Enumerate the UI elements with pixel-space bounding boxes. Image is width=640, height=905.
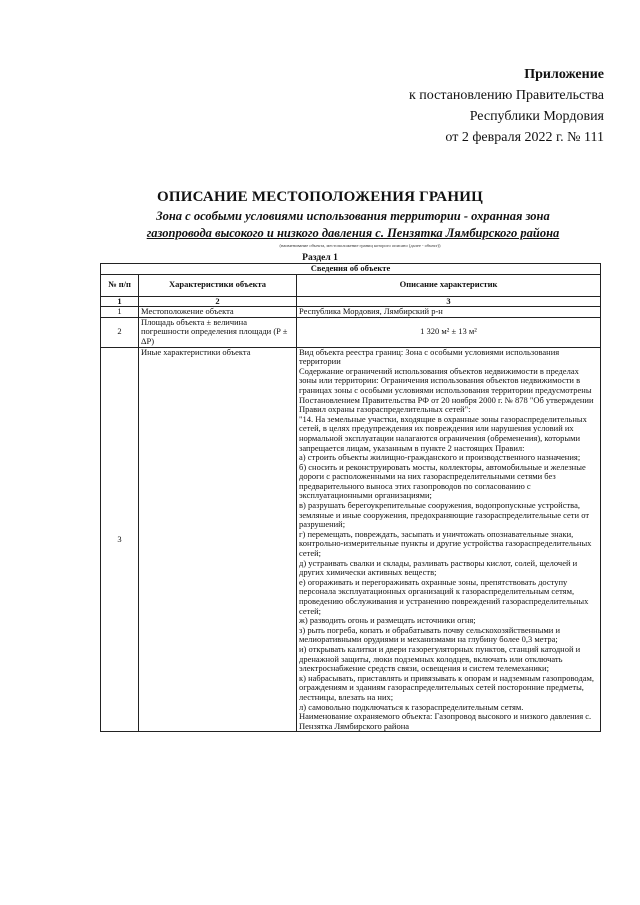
row-description: Республика Мордовия, Лямбирский р-н [297,307,601,318]
header-number: 2 [139,296,297,307]
description-paragraph: з) рыть погреба, копать и обрабатывать почву сельскохозяйственными и мелиоративными орудиями и механизмами на глубину более 0,3 метра; [299,624,561,645]
table-row [101,307,601,318]
description-paragraph: г) перемещать, повреждать, засыпать и уничтожать опознавательные знаки, контрольно-измерительные пункты и другие устройства газораспределительных сетей; [299,528,592,559]
description-paragraph: а) строить объекты жилищно-гражданского и производственного назначения; [299,452,581,463]
description-paragraph: Вид объекта реестра границ: Зона с особыми условиями использования территории [299,346,560,367]
document-title: ОПИСАНИЕ МЕСТОПОЛОЖЕНИЯ ГРАНИЦ [157,189,483,205]
header-number: 3 [297,296,601,307]
row-number: 3 [101,347,139,732]
description-paragraph: д) устраивать свалки и склады, разливать растворы кислот, солей, щелочей и других химически активных веществ; [299,557,578,578]
description-paragraph: к) набрасывать, приставлять и привязывать к опорам и надземным газопроводам, ограждениям и зданиям газораспределительных сетей посторонние предметы, лестницы, влезать на них; [299,672,595,702]
header-characteristic: Характеристики объекта [139,274,297,296]
description-paragraph: е) огораживать и перегораживать охранные зоны, препятствовать доступу персонала эксплуатационных организаций к газораспределительным сетям, проведению обслуживания и устранению повреждений газораспределительных сетей; [299,576,589,616]
header-description: Описание характеристик [297,274,601,296]
object-info-table [100,263,601,732]
table-caption: Сведения об объекте [101,264,601,275]
description-paragraph: Содержание ограничений использования объектов недвижимости в пределах зоны или территории: Ограничения использования объектов недвижимости в границах зоны с особыми условиями использования территории предусмотрены Постановлением Правительства РФ от 20 ноября 2000 г. № 878 "Об утверждении Правил охраны газораспределительных сетей": [299,365,594,415]
description-paragraph: в) разрушать берегоукрепительные сооружения, водопропускные устройства, земляные и иные сооружения, предохраняющие газораспределительные сети от разрушений; [299,500,590,530]
table-caption-row [101,264,601,275]
row-description: 1 320 м² ± 13 м² [297,317,601,347]
row-characteristic: Иные характеристики объекта [139,347,297,732]
appendix-line: к постановлению Правительства [408,88,604,103]
row-description-long [297,347,601,732]
header-num: № п/п [101,274,139,296]
description-paragraph: ж) разводить огонь и размещать источники огня; [299,615,476,626]
document-subtitle-line1: Зона с особыми условиями использования территории - охранная зона [156,209,550,223]
section-heading: Раздел 1 [302,253,338,263]
row-number: 2 [101,317,139,347]
table-header-row [101,274,601,296]
row-characteristic: Площадь объекта ± величина погрешности определения площади (P ± ΔP) [139,317,297,347]
row-characteristic: Местоположение объекта [139,307,297,318]
description-paragraph: "14. На земельные участки, входящие в охранные зоны газораспределительных сетей, в целях предупреждения их повреждения или нарушения условий их нормальной эксплуатации налагаются ограничения (обременения), которыми запрещается лицам, указанным в пункте 2 настоящих Правил: [299,413,587,453]
row-number: 1 [101,307,139,318]
appendix-block [274,64,604,148]
document-subtitle-line2: газопровода высокого и низкого давления с. Пензятка Лямбирского района [146,226,560,240]
appendix-title: Приложение [524,67,604,82]
description-paragraph: Наименование охраняемого объекта: Газопровод высокого и низкого давления с. Пензятка Лямбирского района [299,711,592,731]
header-number: 1 [101,296,139,307]
table-row [101,347,601,732]
table-header-number-row [101,296,601,307]
table-row [101,317,601,347]
description-paragraph: б) сносить и реконструировать мосты, коллекторы, автомобильные и железные дороги с расположенными на них газораспределительными сетями без предварительного выноса этих газопроводов по согласованию с эксплуатационными организациями; [299,461,586,501]
description-paragraph: л) самовольно подключаться к газораспределительным сетям. [299,701,524,712]
description-paragraph: и) открывать калитки и двери газорегуляторных пунктов, станций катодной и дренажной защиты, люки подземных колодцев, включать или отключать электроснабжение средств связи, освещения и систем телемеханики; [299,643,581,674]
appendix-line: от 2 февраля 2022 г. № 111 [445,130,604,145]
subtitle-note: (наименование объекта, местоположение границ которого описано (далее - объект)) [279,243,441,248]
appendix-line: Республики Мордовия [469,109,604,124]
